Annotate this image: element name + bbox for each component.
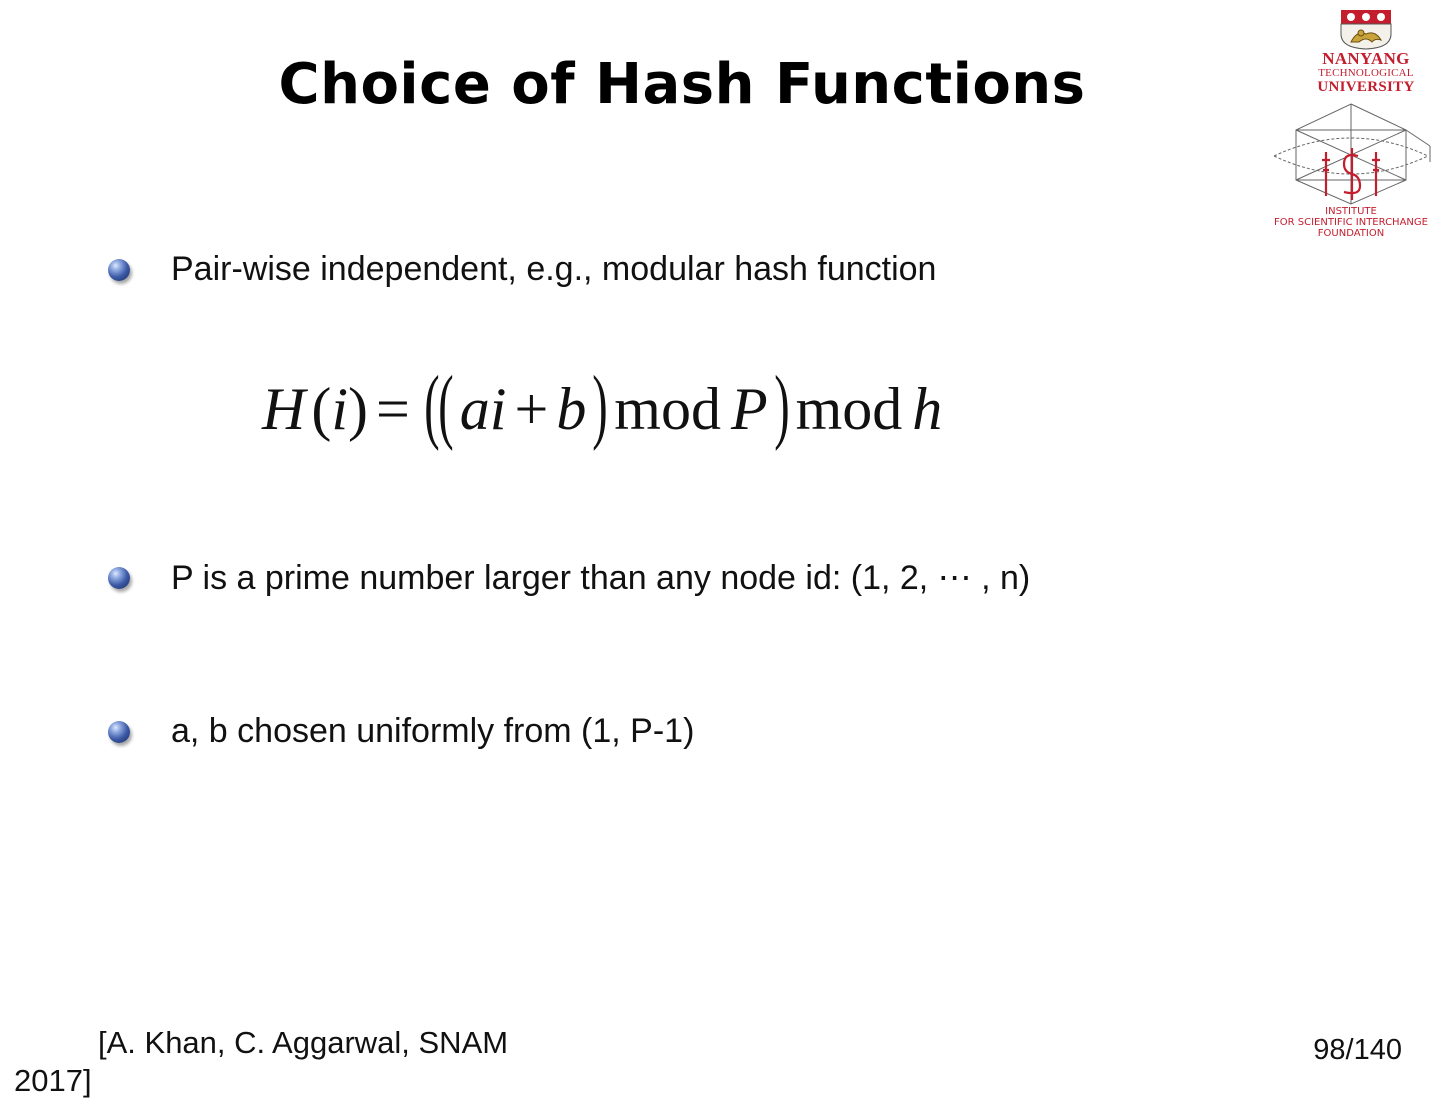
formula-i: i <box>331 376 348 443</box>
formula-b: b <box>556 376 587 443</box>
citation-line2: 2017] <box>14 1063 92 1098</box>
formula-H: H <box>262 376 306 443</box>
bullet-item <box>108 712 694 751</box>
isi-emblem-icon <box>1268 100 1434 206</box>
formula-i2: i <box>489 376 507 443</box>
bullet-sphere-icon <box>108 721 130 743</box>
bullet-text: Pair-wise independent, e.g., modular hash function <box>171 250 937 288</box>
page-number: 98/140 <box>1313 1034 1402 1066</box>
isi-text-line2: FOR SCIENTIFIC INTERCHANGE <box>1274 217 1428 228</box>
formula-h: h <box>912 376 943 443</box>
formula-a: a <box>459 376 490 443</box>
formula-mod-1: mod <box>614 376 721 443</box>
hash-formula <box>262 359 943 452</box>
isi-text-line3: FOUNDATION <box>1317 228 1385 239</box>
slide-title: Choice of Hash Functions <box>278 52 1086 117</box>
formula-plus: + <box>514 376 549 443</box>
formula-paren-close-small: ) <box>348 376 368 443</box>
formula-inner-open-paren: ( <box>438 359 454 452</box>
isi-logo <box>1266 100 1436 242</box>
formula-mod-2: mod <box>795 376 903 443</box>
bullet-sphere-icon <box>108 259 130 281</box>
formula-P: P <box>730 376 768 443</box>
ntu-wordmark-line3: UNIVERSITY <box>1317 79 1415 95</box>
ntu-wordmark-line1: NANYANG <box>1322 49 1410 68</box>
bullet-text: a, b chosen uniformly from (1, P-1) <box>171 712 695 750</box>
formula-equals: = <box>375 376 410 443</box>
formula-inner-close-paren: ) <box>592 359 609 452</box>
isi-text-line1: INSTITUTE <box>1325 206 1377 217</box>
bullet-item <box>108 250 936 289</box>
ntu-wordmark-line2: TECHNOLOGICAL <box>1318 67 1414 79</box>
bullet-item <box>108 558 1030 598</box>
bullet-text: P is a prime number larger than any node id: (1, 2, ⋯ , n) <box>171 559 1031 597</box>
bullet-sphere-icon <box>108 567 130 589</box>
formula-outer-open-paren: ( <box>424 359 440 452</box>
citation-line1: [A. Khan, C. Aggarwal, SNAM <box>98 1025 509 1060</box>
formula-outer-close-paren: ) <box>773 359 790 452</box>
formula-paren-open-small: ( <box>311 376 332 443</box>
ntu-crest-icon <box>1339 8 1393 50</box>
citation <box>0 1024 600 1100</box>
ntu-logo <box>1296 8 1436 96</box>
